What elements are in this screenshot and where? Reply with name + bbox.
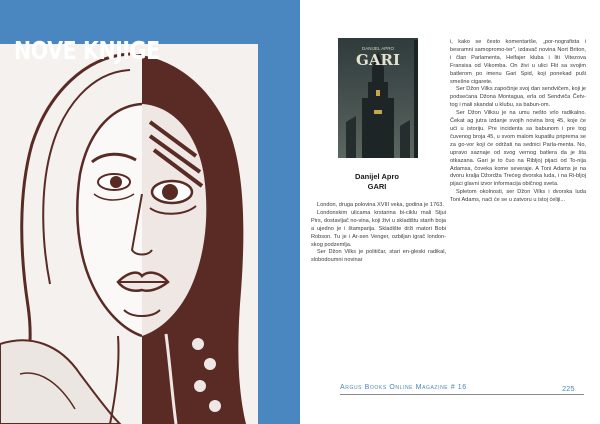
- paragraph: Ser Džon Vilks započinje svoj dan sendvičem, koji je podsećana Džona Montagua, erla od Sendviča Četv-tog i mali skandal u klubu, sa babun-om.: [450, 86, 586, 109]
- split-face-illustration: [0, 44, 258, 424]
- paragraph: i, kako se često komentariše, „por-nografista i besramni samopromo-ter", izdavač novina Nort Briton, i član Parlamenta, Helfajer kluba i liti Vitezova Fransisa od Vikomba. On živi u ulici Flit sa svojim batlerom po imenu Gari Spid, koji ponekad puši smešne cigarete.: [450, 39, 586, 85]
- section-title: NOVE KNJIGE: [14, 36, 160, 65]
- right-page: [300, 0, 600, 424]
- book-cover-image: [338, 38, 418, 158]
- footer-magazine-name: Argus Books Online Magazine # 16: [340, 384, 467, 391]
- cover-author-text: DANIJEL APRO: [361, 46, 395, 51]
- article-column-left: [311, 202, 446, 265]
- paragraph: Londonskim ulicama krstarina bi-ciklu mali Stjui Pirs, dostavljač no-vina, koji živi u skladištu starih boja a ujedno je i štamparija. Skladište drži matori Bobi Robson. Tu je i Ar-sen Venger, ozbiljan igrač london-skog podzemlja.: [311, 209, 446, 248]
- book-title: GARI: [367, 182, 387, 191]
- cover-title-text: GARI: [356, 51, 400, 69]
- paragraph: Ser Džon Vilksu je na umu nešto vrlo radikalno. Čekat ag jutra izdanje svojih novina broj 45, koje će ući u istoriju. Pre incidenta sa babunom i pre tog čuvenog broja 45, u svom malom kupatilu priprema se za go-vor koji će održati na sednici Parla-menta. No, upravo saznaje od svog vernog batlera da je šta otkazana. Gari je to čuo na Riblјoj pijaci od To-nija Adamsa, čoveka kome severaje. A Toni Adams je na dvoru kralja Džordža Trećeg dvorska luda, i na Ri-bljoj pijaci glavni izvor informacija običnog sveta.: [450, 110, 586, 188]
- book-caption: [312, 172, 442, 192]
- footer-page-number: 225: [562, 384, 575, 393]
- paragraph: London, druga polovina XVIII veka, godina je 1763.: [317, 202, 444, 208]
- paragraph: Ser Džon Vilks je političar, stari en-gleski radikal, slobodoumni novinar: [311, 249, 446, 264]
- right-edge-blue-band: [258, 0, 300, 424]
- paragraph: Spletom okolnosti, ser Džon Vilks i dvorska luda Toni Adams, naći će se u zatvoru u istoj ćeliji...: [450, 189, 586, 204]
- article-column-right: [450, 39, 586, 205]
- book-author: Danijel Apro: [355, 172, 399, 181]
- footer-divider: [340, 394, 584, 395]
